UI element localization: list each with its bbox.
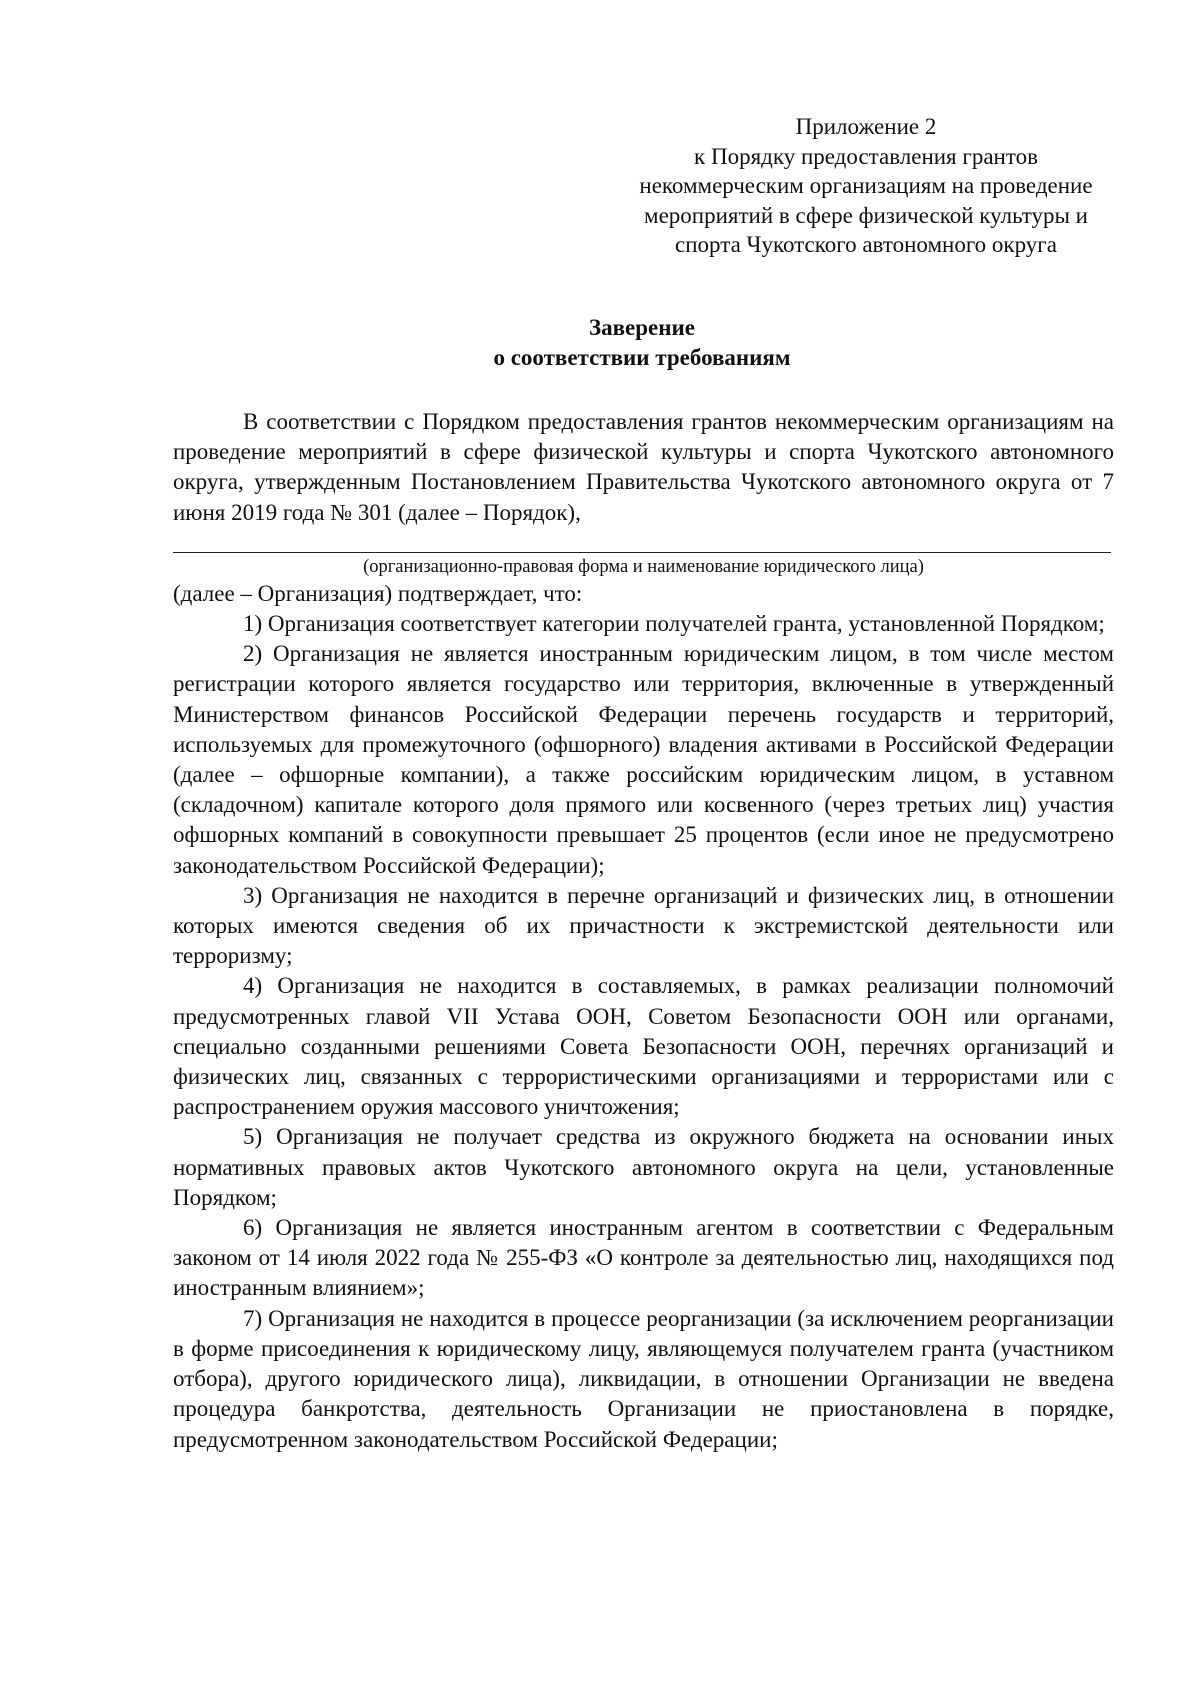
list-item: 7) Организация не находится в процессе реорганизации (за исключением реорганизации в форме присоединения к юридическому лицу, являющемуся получателем гранта (участником отбора), другого юридического лица), ликвидации, в отношении Организации не введена процедура банкротства, деятельность Организации не приостановлена в порядке, предусмотренном законодательством Российской Федерации; [173,1305,1114,1452]
list-item: 1) Организация соответствует категории получателей гранта, установленной Порядком; [243,611,1105,637]
title-line-2: о соответствии требованиям [493,345,791,370]
list-item: 3) Организация не находится в перечне организаций и физических лиц, в отношении которых имеются сведения об их причастности к экстремистской деятельности или терроризму; [173,882,1114,969]
appendix-line: к Порядку предоставления грантов [694,143,1038,169]
document-title [170,313,1114,373]
intro-paragraph: В соответствии с Порядком предоставления грантов некоммерческим организациям на проведение мероприятий в сфере физической культуры и спорта Чукотского автономного округа, утвержденным Постановлением Правительства Чукотского автономного округа от 7 июня 2019 года № 301 (далее – Порядок), [173,409,1114,525]
organization-blank-line [173,552,1111,553]
title-line-1: Заверение [589,315,695,340]
appendix-line: некоммерческим организациям на проведение [639,173,1093,198]
appendix-header [626,112,1106,260]
list-item: 2) Организация не является иностранным юридическим лицом, в том числе местом регистрации которого является государство или территория, включенные в утвержденный Министерством финансов Российской Федерации перечень государств и территорий, используемых для промежуточного (офшорного) владения активами в Российской Федерации (далее – офшорные компании), а также российским юридическим лицом, в уставном (складочном) капитале которого доля прямого или косвенного (через третьих лиц) участия офшорных компаний в совокупности превышает 25 процентов (если иное не предусмотрено законодательством Российской Федерации); [173,641,1114,878]
list-item: 6) Организация не является иностранным агентом в соответствии с Федеральным законом от 14 июля 2022 года № 255-ФЗ «О контроле за деятельностью лиц, находящихся под иностранным влиянием»; [173,1215,1114,1301]
list-item: 5) Организация не получает средства из окружного бюджета на основании иных нормативных правовых актов Чукотского автономного округа на цели, установленные Порядком; [173,1124,1114,1210]
appendix-line: Приложение 2 [795,114,937,139]
blank-caption: (организационно-правовая форма и наименование юридического лица) [363,556,924,577]
confirms-line: (далее – Организация) подтверждает, что: [173,580,583,606]
list-item: 4) Организация не находится в составляемых, в рамках реализации полномочий предусмотренных главой VII Устава ООН, Советом Безопасности ООН или органами, специально созданными решениями Совета Безопасности ООН, перечнях организаций и физических лиц, связанных с террористическими организациями и террористами или с распространением оружия массового уничтожения; [173,973,1114,1120]
appendix-line: мероприятий в сфере физической культуры и [644,202,1088,228]
appendix-line: спорта Чукотского автономного округа [675,232,1057,257]
document-body [173,407,1114,1455]
